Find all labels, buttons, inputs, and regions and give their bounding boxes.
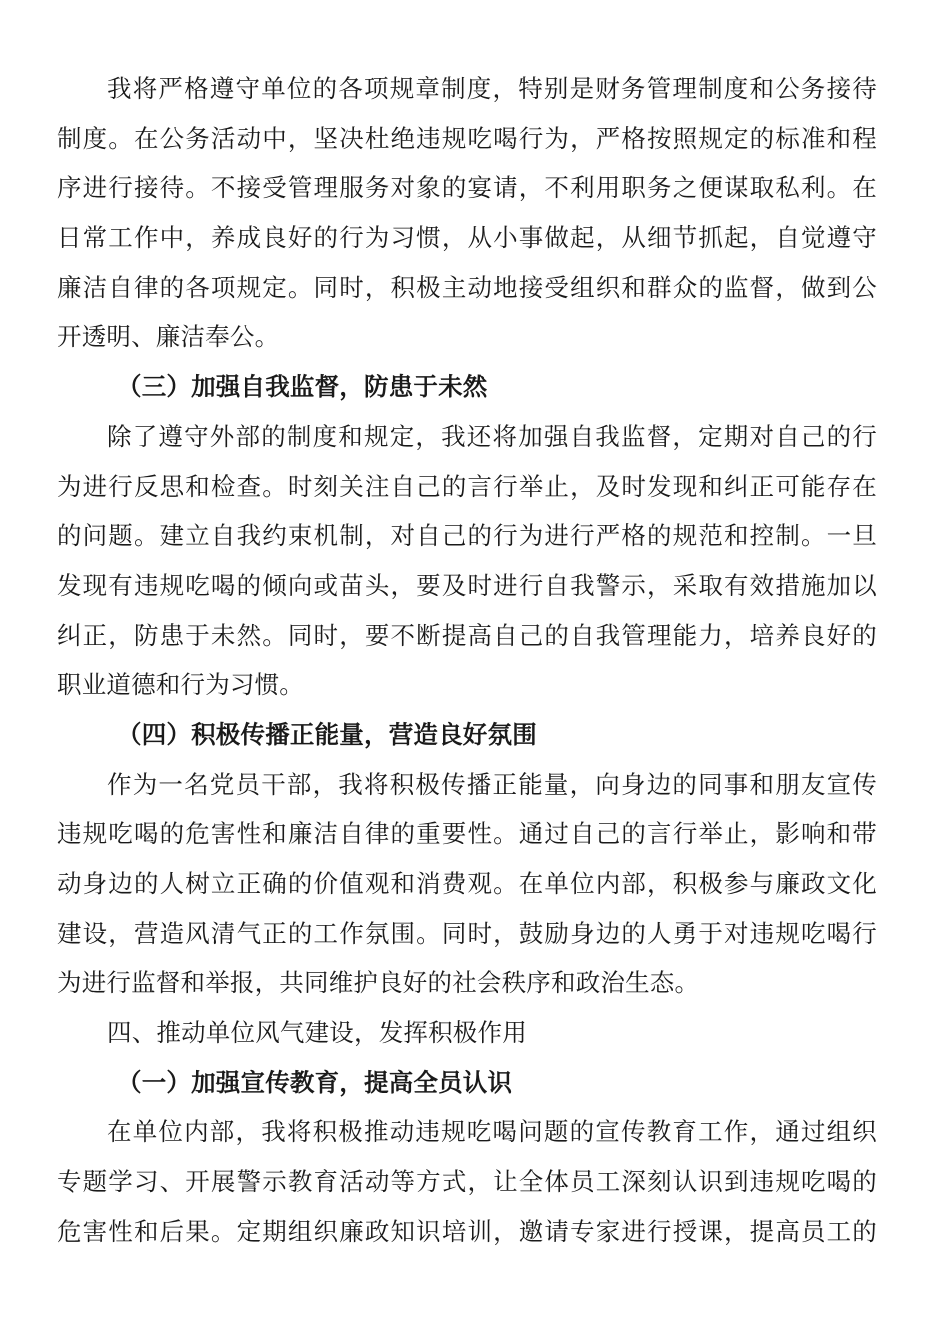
paragraph-line: 除了遵守外部的制度和规定，我还将加强自我监督，定期对自己的行: [107, 421, 877, 451]
paragraph-line: 职业道德和行为习惯。: [57, 670, 304, 700]
paragraph-line: 开透明、廉洁奉公。: [57, 322, 280, 352]
paragraph-line: 建设，营造风清气正的工作氛围。同时，鼓励身边的人勇于对违规吃喝行: [57, 918, 877, 948]
paragraph-line: 制度。在公务活动中，坚决杜绝违规吃喝行为，严格按照规定的标准和程: [57, 123, 877, 153]
paragraph-line: 为进行反思和检查。时刻关注自己的言行举止，及时发现和纠正可能存在: [57, 471, 877, 501]
section-heading-4: （四）积极传播正能量，营造良好氛围: [117, 719, 537, 749]
paragraph-line: 日常工作中，养成良好的行为习惯，从小事做起，从细节抓起，自觉遵守: [57, 223, 877, 253]
paragraph-line: 发现有违规吃喝的倾向或苗头，要及时进行自我警示，采取有效措施加以: [57, 570, 877, 600]
paragraph-line: 纠正，防患于未然。同时，要不断提高自己的自我管理能力，培养良好的: [57, 620, 877, 650]
paragraph-line: 作为一名党员干部，我将积极传播正能量，向身边的同事和朋友宣传: [107, 769, 877, 799]
paragraph-line: 危害性和后果。定期组织廉政知识培训，邀请专家进行授课，提高员工的: [57, 1216, 877, 1246]
paragraph-line: 为进行监督和举报，共同维护良好的社会秩序和政治生态。: [57, 968, 700, 998]
chapter-heading-4: 四、推动单位风气建设，发挥积极作用: [107, 1018, 527, 1048]
paragraph-line: 动身边的人树立正确的价值观和消费观。在单位内部，积极参与廉政文化: [57, 869, 877, 898]
section-heading-1: （一）加强宣传教育，提高全员认识: [117, 1067, 513, 1097]
paragraph-line: 廉洁自律的各项规定。同时，积极主动地接受组织和群众的监督，做到公: [57, 272, 877, 302]
paragraph-line: 专题学习、开展警示教育活动等方式，让全体员工深刻认识到违规吃喝的: [57, 1167, 877, 1197]
paragraph-line: 序进行接待。不接受管理服务对象的宴请，不利用职务之便谋取私利。在: [57, 173, 877, 203]
paragraph-line: 我将严格遵守单位的各项规章制度，特别是财务管理制度和公务接待: [107, 74, 877, 103]
paragraph-line: 违规吃喝的危害性和廉洁自律的重要性。通过自己的言行举止，影响和带: [57, 819, 877, 849]
document-page: [57, 64, 877, 1257]
paragraph-line: 的问题。建立自我约束机制，对自己的行为进行严格的规范和控制。一旦: [57, 521, 877, 551]
section-heading-3: （三）加强自我监督，防患于未然: [117, 372, 488, 402]
paragraph-line: 在单位内部，我将积极推动违规吃喝问题的宣传教育工作，通过组织: [107, 1117, 877, 1147]
